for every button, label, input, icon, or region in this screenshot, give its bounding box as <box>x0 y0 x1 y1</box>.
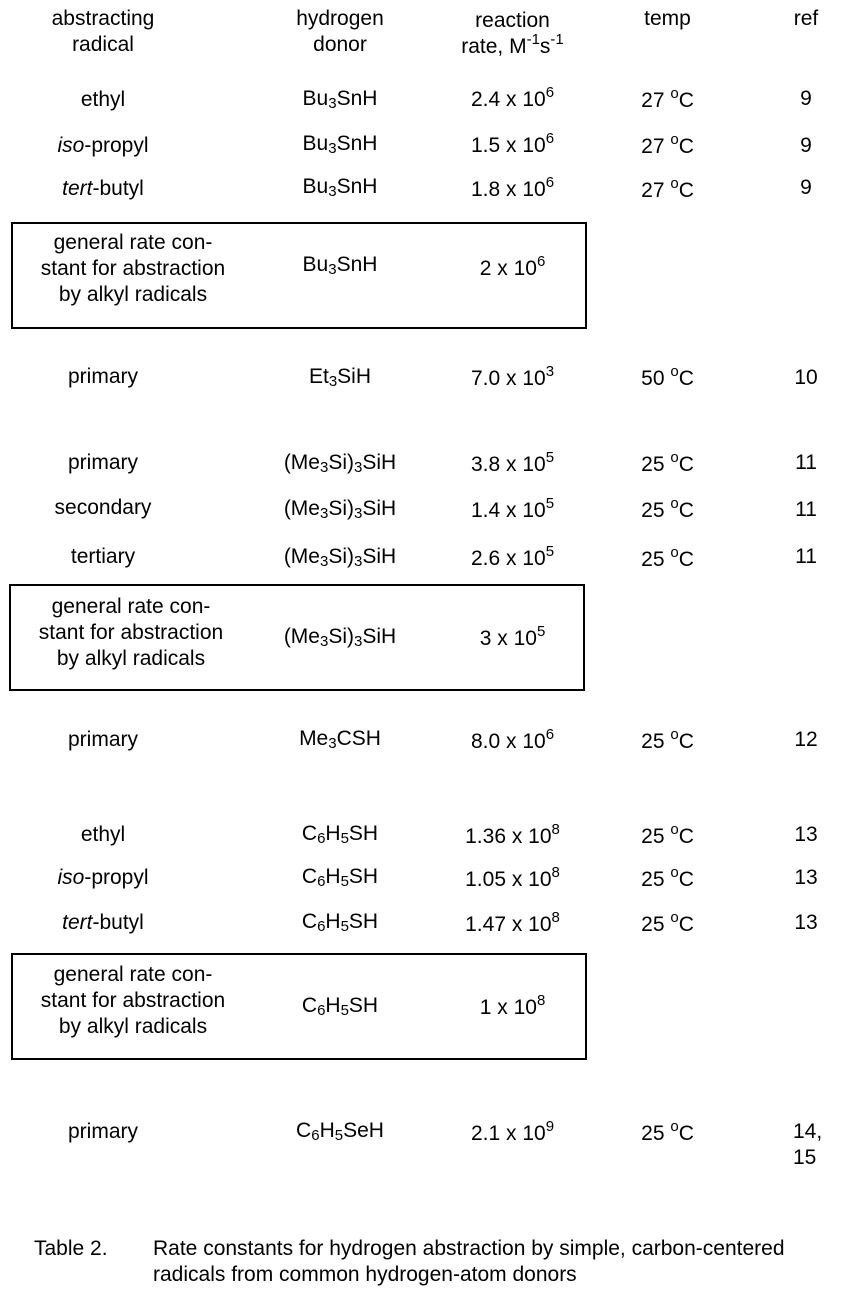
general-box-1-rate: 2 x $10^6$ <box>479 253 546 280</box>
row-7-rate: 2.6 x $10^5$ <box>470 543 555 570</box>
row-10-temp: 25 $^o$C <box>641 864 694 891</box>
row-8-temp: 25 $^o$C <box>641 726 694 753</box>
row-8-ref: 12 <box>794 728 818 751</box>
row-5-donor: $(Me_3Si)_3SiH$ <box>283 451 397 476</box>
row-6-ref: 11 <box>795 498 817 521</box>
general-box-3-donor: $C_6H_5SH$ <box>301 994 379 1019</box>
header-donor: hydrogen donor <box>296 7 384 56</box>
row-3-rate: 1.8 x $10^6$ <box>470 174 555 201</box>
row-10-ref: 13 <box>794 866 818 889</box>
row-2-ref: 9 <box>800 134 812 157</box>
caption-label: Table 2. <box>34 1237 108 1260</box>
row-8-radical: primary <box>67 728 138 751</box>
header-ref: ref <box>793 7 819 30</box>
row-4-temp: 50 $^o$C <box>641 363 694 390</box>
row-7-temp: 25 $^o$C <box>641 544 694 571</box>
row-11-temp: 25 $^o$C <box>641 909 694 936</box>
row-3-donor: $Bu_3SnH$ <box>302 175 378 200</box>
row-2-radical: iso-propyl <box>57 134 149 157</box>
row-4-rate: 7.0 x $10^3$ <box>470 363 555 390</box>
row-12-temp: 25 $^o$C <box>641 1118 694 1145</box>
general-box-1-donor: $Bu_3SnH$ <box>302 253 378 278</box>
row-12-radical: primary <box>67 1120 138 1143</box>
row-1-ref: 9 <box>800 87 812 110</box>
row-11-donor: $C_6H_5SH$ <box>301 910 379 935</box>
row-4-ref: 10 <box>794 366 818 389</box>
row-9-donor: $C_6H_5SH$ <box>301 822 379 847</box>
row-11-ref: 13 <box>794 911 818 934</box>
row-11-rate: 1.47 x $10^8$ <box>465 909 560 936</box>
row-2-donor: $Bu_3SnH$ <box>302 132 378 157</box>
row-2-rate: 1.5 x $10^6$ <box>470 130 555 157</box>
row-3-ref: 9 <box>800 176 812 199</box>
row-7-donor: $(Me_3Si)_3SiH$ <box>283 545 397 570</box>
header-rate: reaction rate, $M^{-1}s^{-1}$ <box>461 9 564 58</box>
row-10-radical: iso-propyl <box>57 866 149 889</box>
row-12-rate: 2.1 x $10^9$ <box>470 1118 555 1145</box>
row-7-ref: 11 <box>795 545 817 568</box>
row-12-donor: $C_6H_5SeH$ <box>296 1119 384 1144</box>
row-9-rate: 1.36 x $10^8$ <box>465 821 560 848</box>
row-4-donor: $Et_3SiH$ <box>308 365 372 390</box>
row-10-rate: 1.05 x $10^8$ <box>465 864 560 891</box>
row-5-temp: 25 $^o$C <box>641 449 694 476</box>
row-6-radical: secondary <box>54 496 152 519</box>
row-1-temp: 27 $^o$C <box>641 85 694 112</box>
row-6-donor: $(Me_3Si)_3SiH$ <box>283 497 397 522</box>
row-8-donor: $Me_3CSH$ <box>299 727 381 752</box>
row-9-ref: 13 <box>794 823 818 846</box>
general-box-2-rate: 3 x $10^5$ <box>479 623 546 650</box>
row-9-radical: ethyl <box>80 823 126 846</box>
header-radical: abstracting radical <box>51 7 155 56</box>
row-9-temp: 25 $^o$C <box>641 821 694 848</box>
row-1-donor: $Bu_3SnH$ <box>302 87 378 112</box>
row-1-radical: ethyl <box>80 88 126 111</box>
row-4-radical: primary <box>67 365 138 388</box>
row-3-radical: tert-butyl <box>62 177 144 200</box>
general-box-3-rate: 1 x $10^8$ <box>479 992 546 1019</box>
row-2-temp: 27 $^o$C <box>641 131 694 158</box>
row-5-radical: primary <box>67 451 138 474</box>
row-6-rate: 1.4 x $10^5$ <box>470 495 555 522</box>
row-8-rate: 8.0 x $10^6$ <box>470 726 555 753</box>
header-temp: temp <box>644 7 691 30</box>
row-11-radical: tert-butyl <box>62 911 144 934</box>
general-box-1-label: general rate con- stant for abstraction by alkyl radicals <box>40 231 226 306</box>
row-12-ref: 14, 15 <box>793 1120 823 1169</box>
caption-text: Rate constants for hydrogen abstraction by simple, carbon-centered radicals from common hydrogen-atom donors <box>153 1237 785 1286</box>
general-box-2-label: general rate con- stant for abstraction by alkyl radicals <box>38 595 224 670</box>
row-1-rate: 2.4 x $10^6$ <box>470 84 555 111</box>
row-7-radical: tertiary <box>70 545 136 568</box>
row-6-temp: 25 $^o$C <box>641 495 694 522</box>
row-5-rate: 3.8 x $10^5$ <box>470 449 555 476</box>
general-box-3-label: general rate con- stant for abstraction by alkyl radicals <box>40 963 226 1038</box>
general-box-2-donor: $(Me_3Si)_3SiH$ <box>283 625 397 650</box>
row-5-ref: 11 <box>795 451 817 474</box>
row-3-temp: 27 $^o$C <box>641 175 694 202</box>
row-10-donor: $C_6H_5SH$ <box>301 865 379 890</box>
